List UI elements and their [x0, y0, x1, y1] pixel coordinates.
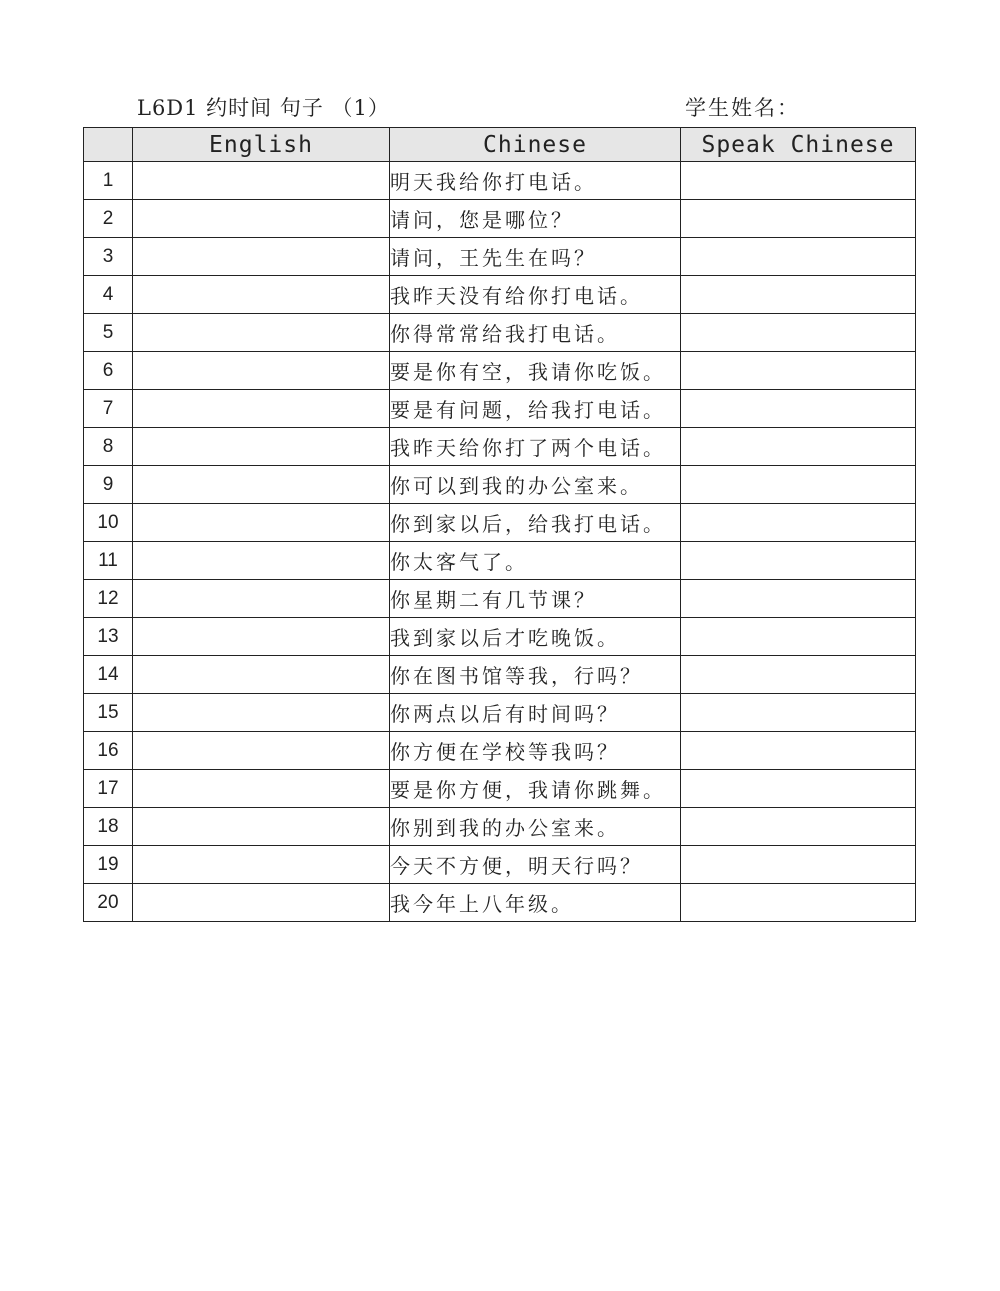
table-row: [84, 846, 916, 884]
table-row: [84, 390, 916, 428]
table-row: [84, 694, 916, 732]
chinese-sentence: 你太客气了。: [390, 542, 681, 580]
speak-chinese-cell[interactable]: [681, 200, 916, 238]
chinese-sentence: 要是有问题，给我打电话。: [390, 390, 681, 428]
speak-chinese-cell[interactable]: [681, 656, 916, 694]
row-number: 17: [84, 770, 133, 808]
table-row: [84, 428, 916, 466]
chinese-sentence: 我昨天给你打了两个电话。: [390, 428, 681, 466]
table-row: [84, 352, 916, 390]
chinese-sentence: 你别到我的办公室来。: [390, 808, 681, 846]
chinese-sentence: 请问，王先生在吗？: [390, 238, 681, 276]
chinese-sentence: 你到家以后，给我打电话。: [390, 504, 681, 542]
speak-chinese-cell[interactable]: [681, 466, 916, 504]
chinese-sentence: 你方便在学校等我吗？: [390, 732, 681, 770]
worksheet-table: [83, 127, 916, 922]
row-number: 3: [84, 238, 133, 276]
row-number: 13: [84, 618, 133, 656]
table-row: [84, 504, 916, 542]
table-body: [84, 162, 916, 922]
english-answer-cell[interactable]: [133, 656, 390, 694]
table-row: [84, 770, 916, 808]
chinese-sentence: 今天不方便，明天行吗？: [390, 846, 681, 884]
table-row: [84, 656, 916, 694]
row-number: 2: [84, 200, 133, 238]
speak-chinese-cell[interactable]: [681, 732, 916, 770]
english-column-header: English: [133, 128, 390, 162]
row-number: 11: [84, 542, 133, 580]
row-number: 5: [84, 314, 133, 352]
speak-chinese-cell[interactable]: [681, 846, 916, 884]
chinese-sentence: 请问，您是哪位？: [390, 200, 681, 238]
english-answer-cell[interactable]: [133, 162, 390, 200]
english-answer-cell[interactable]: [133, 200, 390, 238]
row-number: 19: [84, 846, 133, 884]
english-answer-cell[interactable]: [133, 808, 390, 846]
row-number: 4: [84, 276, 133, 314]
english-answer-cell[interactable]: [133, 542, 390, 580]
english-answer-cell[interactable]: [133, 846, 390, 884]
row-number: 8: [84, 428, 133, 466]
english-answer-cell[interactable]: [133, 238, 390, 276]
speak-chinese-cell[interactable]: [681, 276, 916, 314]
table-row: [84, 542, 916, 580]
table-row: [84, 200, 916, 238]
speak-chinese-cell[interactable]: [681, 808, 916, 846]
row-number: 12: [84, 580, 133, 618]
page-title: L6D1 约时间 句子 （1）: [137, 96, 390, 120]
table-row: [84, 466, 916, 504]
table-header-row: [84, 128, 916, 162]
english-answer-cell[interactable]: [133, 884, 390, 922]
chinese-sentence: 我昨天没有给你打电话。: [390, 276, 681, 314]
speak-chinese-cell[interactable]: [681, 352, 916, 390]
english-answer-cell[interactable]: [133, 428, 390, 466]
row-number: 20: [84, 884, 133, 922]
english-answer-cell[interactable]: [133, 314, 390, 352]
speak-chinese-column-header: Speak Chinese: [681, 128, 916, 162]
table-row: [84, 732, 916, 770]
english-answer-cell[interactable]: [133, 352, 390, 390]
speak-chinese-cell[interactable]: [681, 314, 916, 352]
chinese-sentence: 你得常常给我打电话。: [390, 314, 681, 352]
speak-chinese-cell[interactable]: [681, 884, 916, 922]
english-answer-cell[interactable]: [133, 618, 390, 656]
student-name-label: 学生姓名：: [685, 96, 800, 120]
speak-chinese-cell[interactable]: [681, 428, 916, 466]
english-answer-cell[interactable]: [133, 390, 390, 428]
row-number: 9: [84, 466, 133, 504]
english-answer-cell[interactable]: [133, 276, 390, 314]
chinese-sentence: 你星期二有几节课？: [390, 580, 681, 618]
row-number: 6: [84, 352, 133, 390]
speak-chinese-cell[interactable]: [681, 504, 916, 542]
speak-chinese-cell[interactable]: [681, 238, 916, 276]
table-row: [84, 884, 916, 922]
row-number: 7: [84, 390, 133, 428]
speak-chinese-cell[interactable]: [681, 580, 916, 618]
speak-chinese-cell[interactable]: [681, 390, 916, 428]
chinese-sentence: 我到家以后才吃晚饭。: [390, 618, 681, 656]
row-number: 1: [84, 162, 133, 200]
speak-chinese-cell[interactable]: [681, 542, 916, 580]
table-row: [84, 618, 916, 656]
chinese-sentence: 你可以到我的办公室来。: [390, 466, 681, 504]
row-number: 10: [84, 504, 133, 542]
row-number: 14: [84, 656, 133, 694]
row-number: 16: [84, 732, 133, 770]
chinese-sentence: 要是你方便，我请你跳舞。: [390, 770, 681, 808]
speak-chinese-cell[interactable]: [681, 770, 916, 808]
english-answer-cell[interactable]: [133, 694, 390, 732]
table-row: [84, 162, 916, 200]
table-row: [84, 238, 916, 276]
table-row: [84, 276, 916, 314]
table-row: [84, 580, 916, 618]
chinese-sentence: 明天我给你打电话。: [390, 162, 681, 200]
table-row: [84, 314, 916, 352]
english-answer-cell[interactable]: [133, 504, 390, 542]
row-number: 18: [84, 808, 133, 846]
english-answer-cell[interactable]: [133, 770, 390, 808]
speak-chinese-cell[interactable]: [681, 618, 916, 656]
number-column-header: [84, 128, 133, 162]
speak-chinese-cell[interactable]: [681, 162, 916, 200]
chinese-sentence: 我今年上八年级。: [390, 884, 681, 922]
speak-chinese-cell[interactable]: [681, 694, 916, 732]
english-answer-cell[interactable]: [133, 466, 390, 504]
chinese-sentence: 要是你有空，我请你吃饭。: [390, 352, 681, 390]
chinese-column-header: Chinese: [390, 128, 681, 162]
english-answer-cell[interactable]: [133, 732, 390, 770]
english-answer-cell[interactable]: [133, 580, 390, 618]
table-row: [84, 808, 916, 846]
chinese-sentence: 你在图书馆等我，行吗？: [390, 656, 681, 694]
chinese-sentence: 你两点以后有时间吗？: [390, 694, 681, 732]
row-number: 15: [84, 694, 133, 732]
